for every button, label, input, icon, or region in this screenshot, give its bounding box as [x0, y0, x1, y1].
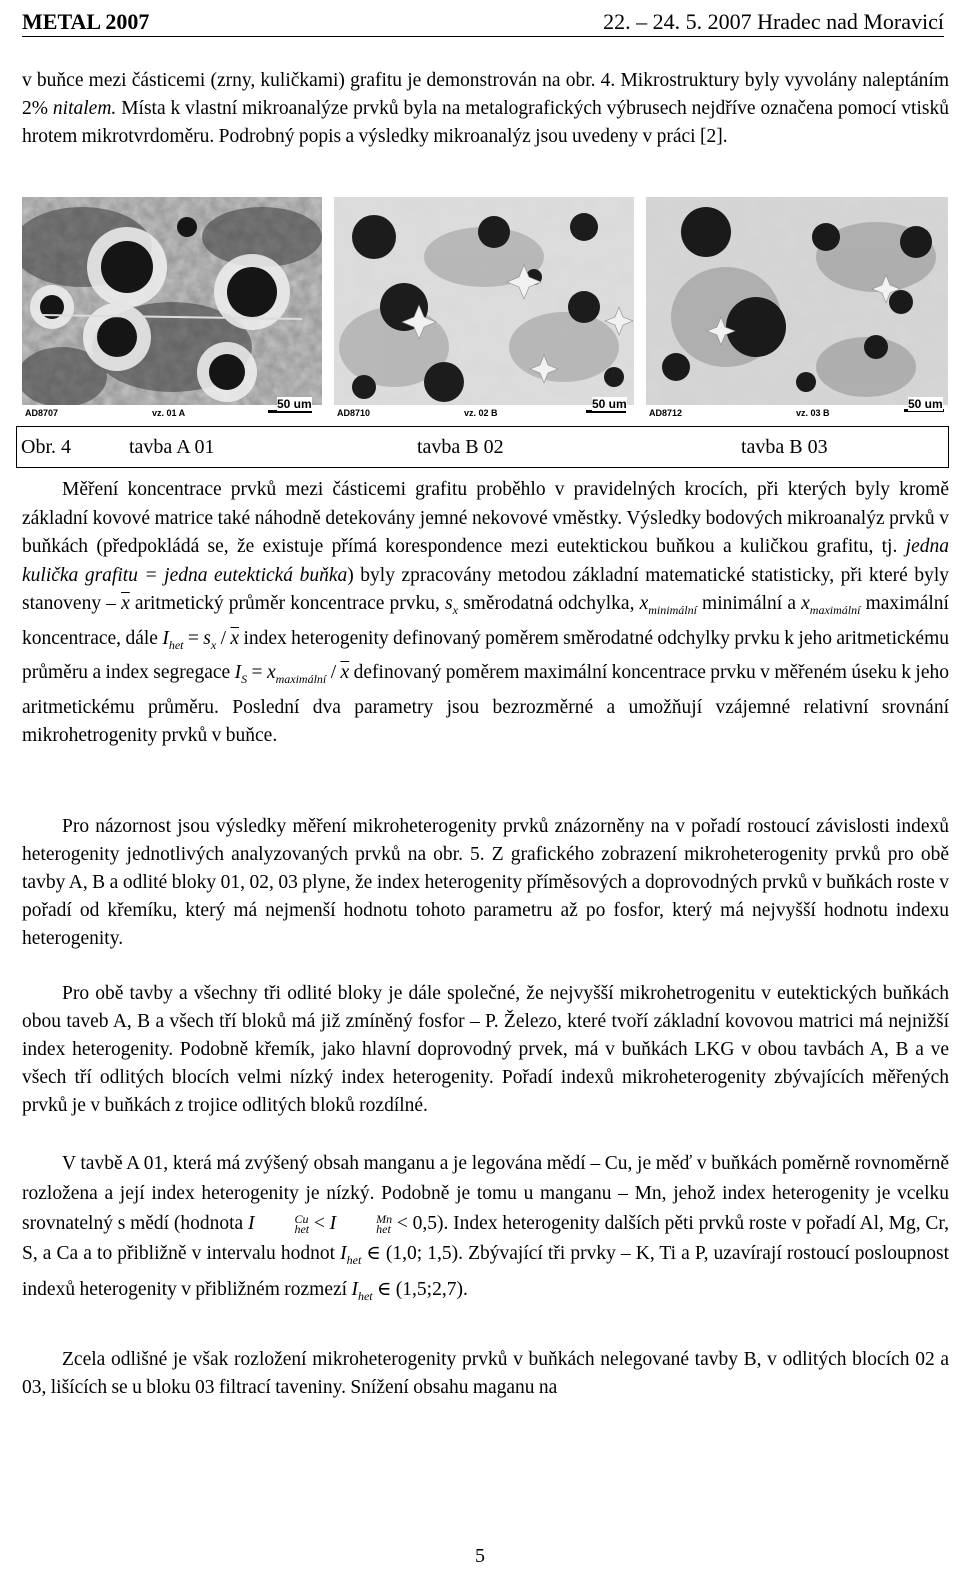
subscript: het — [376, 1222, 391, 1236]
text-run: Měření koncentrace prvků mezi částicemi grafitu proběhlo v pravidelných krocích, při kterých byly kromě základní kovové matrice také náhodně detekovány jemné nekovové vměstky. Výsledky bodových mikroanalýz prvků v buňkách (předpokládá se, že existuje přímá korespondence mezi eutektickou buňkou a kuličkou grafitu, tj. — [22, 479, 949, 557]
max-symbol: x — [801, 593, 810, 614]
figure-label: Obr. 4 — [21, 436, 71, 458]
subscript: het — [346, 1253, 362, 1267]
results-paragraph-1: Pro názornost jsou výsledky měření mikroheterogenity prvků znázorněny na v pořadí rostoucí závislosti indexů heterogenity jednotlivých analyzovaných prvků na obr. 5. Z grafického zobrazení mikroheterogenity prvků pro obě tavby A, B a odlité bloky 01, 02, 03 plyne, že index heterogenity příměsových a doprovodných prvků v buňkách roste v pořadí od křemíku, který má nejmenší hodnotu tohoto parametru až po fosfor, který má nejvyšší hodnotu indexu heterogenity. — [22, 816, 949, 949]
formula-symbol: I — [329, 1213, 337, 1234]
sample-magnification: vz. 03 B — [796, 408, 830, 418]
running-header — [22, 0, 944, 34]
conference-name: METAL 2007 — [22, 9, 150, 34]
methods-paragraph — [22, 476, 949, 751]
results-paragraph-3 — [22, 1149, 949, 1311]
subscript: x — [452, 603, 458, 617]
text-run: = — [247, 662, 267, 683]
sample-id-label: AD8710 — [337, 408, 371, 418]
subscript: het — [294, 1222, 310, 1236]
micrograph-b03 — [646, 197, 948, 423]
subscript: maximální — [275, 672, 327, 686]
subscript: S — [241, 672, 248, 686]
results-paragraph-2: Pro obě tavby a všechny tři odlité bloky je dále společné, že nejvyšší mikrohetrogenitu v eutektických buňkách obou taveb A, B a všech tří bloků má již zmíněný fosfor – P. Železo, které tvoří základní kovovou matrici má nejnižší index heterogenity. Podobně křemík, jako hlavní doprovodný prvek, má v buňkách LKG v obou tavbách A, B a ve všech tří odlitých blocích velmi nízký index heterogenity. Pořadí indexů mikroheterogenity zbývajících měřených prvků je v buňkách z trojice odlitých bloků rozdílné. — [22, 983, 949, 1116]
text-run: definovaný poměrem maximální koncentrace prvku v měřeném úseku k jeho aritmetickému průměru. Poslední dva parametry jsou bezrozměrné a umožňují vzájemné relativní srovnání mikrohetrogenity prvků v buňce. — [22, 662, 949, 746]
text-run: ∈ (1,0; 1,5). Zbývající tři prvky – K, Ti a P, uzavírají rostoucí posloupnost indexů heterogenity v přibližném rozmezí — [22, 1243, 949, 1300]
subfigure-caption-b02: tavba B 02 — [417, 436, 504, 458]
text-run: ∈ (1,5;2,7). — [372, 1279, 468, 1300]
micrograph-a01 — [22, 197, 322, 423]
intro-paragraph — [22, 67, 949, 151]
figure-caption — [16, 426, 949, 468]
intro-text-2: Místa k vlastní mikroanalýze prvků byla na metalografických výbrusech nejdříve označena pomocí vtisků hrotem mikrotvrdoměru. Podrobný popis a výsledky mikroanalýz jsou uvedeny v práci [2]. — [22, 98, 949, 147]
text-run: index heterogenity definovaný poměrem směrodatné odchylky prvku k jeho aritmetickému průměru a index segregace — [22, 627, 949, 683]
subscript: maximální — [809, 603, 861, 617]
sample-id-label: AD8707 — [25, 408, 59, 418]
subscript: het — [357, 1289, 373, 1303]
sample-magnification: vz. 01 A — [152, 408, 186, 418]
scale-bar-label: 50 um — [908, 397, 943, 411]
mean-symbol: $\overline{x}$ — [121, 593, 130, 614]
text-run: / — [326, 662, 341, 683]
superscript: Cu — [294, 1212, 309, 1226]
formula-symbol: $\overline{x}$ — [340, 662, 350, 683]
min-symbol: x — [639, 593, 649, 614]
results-paragraph-4: Zcela odlišné je však rozložení mikroheterogenity prvků v buňkách nelegované tavby B, v odlitých blocích 02 a 03, lišících se u bloku 03 filtrací taveniny. Snížení obsahu maganu na — [22, 1349, 949, 1398]
subscript: x — [210, 637, 217, 652]
micrograph-b02 — [334, 197, 634, 423]
sample-id-label: AD8712 — [649, 408, 683, 418]
subfigure-caption-a01: tavba A 01 — [129, 436, 215, 458]
italic-definition: jedna kulička grafitu = jedna eutektická buňka — [22, 536, 949, 586]
formula-symbol: x — [266, 662, 276, 683]
text-run: < — [309, 1213, 330, 1234]
conference-date-place: 22. – 24. 5. 2007 Hradec nad Moravicí — [603, 9, 944, 34]
sample-magnification: vz. 02 B — [464, 408, 498, 418]
scale-bar-label: 50 um — [277, 397, 312, 411]
text-run: minimální a — [696, 593, 802, 614]
text-run: ) byly zpracovány metodou základní matematické statisticky, při které byly stanoveny – — [22, 564, 949, 614]
text-run: směrodatná odchylka, — [457, 593, 640, 614]
text-run: / — [216, 627, 231, 649]
subscript: het — [168, 637, 184, 652]
text-run: = — [183, 627, 204, 649]
formula-symbol: I — [351, 1279, 358, 1300]
std-symbol: s — [445, 593, 453, 614]
formula-symbol: I — [247, 1213, 255, 1234]
etchant-name: nitalem. — [52, 98, 117, 119]
text-run: < 0,5). Index heterogenity dalších pěti prvků roste v pořadí Al, Mg, Cr, S, a Ca a to přibližně v intervalu hodnot — [22, 1213, 949, 1264]
text-run: V tavbě A 01, která má zvýšený obsah manganu a je legována mědí – Cu, je měď v buňkách poměrně rovnoměrně rozložena a její index heterogenity je nízký. Podobně je tomu u manganu – Mn, jehož index heterogenity je vcelku srovnatelný s mědí (hodnota — [22, 1153, 949, 1234]
heterogeneity-index-symbol: I — [162, 627, 169, 649]
text-run: aritmetický průměr koncentrace prvku, — [129, 593, 446, 614]
page-number: 5 — [475, 1545, 485, 1567]
segregation-index-symbol: I — [234, 662, 242, 683]
text-run: maximální koncentrace, dále — [22, 593, 949, 649]
formula-symbol: I — [340, 1243, 347, 1264]
superscript: Mn — [376, 1212, 393, 1226]
header-rule — [22, 36, 944, 37]
subfigure-caption-b03: tavba B 03 — [741, 436, 828, 458]
formula-symbol: s — [203, 627, 211, 649]
scale-bar-label: 50 um — [592, 397, 627, 411]
figure-4-micrographs — [22, 197, 948, 423]
formula-symbol: $\overline{x}$ — [230, 627, 240, 649]
intro-text-1: v buňce mezi částicemi (zrny, kuličkami) grafitu je demonstrován na obr. 4. Mikrostruktury byly vyvolány naleptáním 2% — [22, 70, 949, 119]
subscript: minimální — [648, 603, 697, 617]
